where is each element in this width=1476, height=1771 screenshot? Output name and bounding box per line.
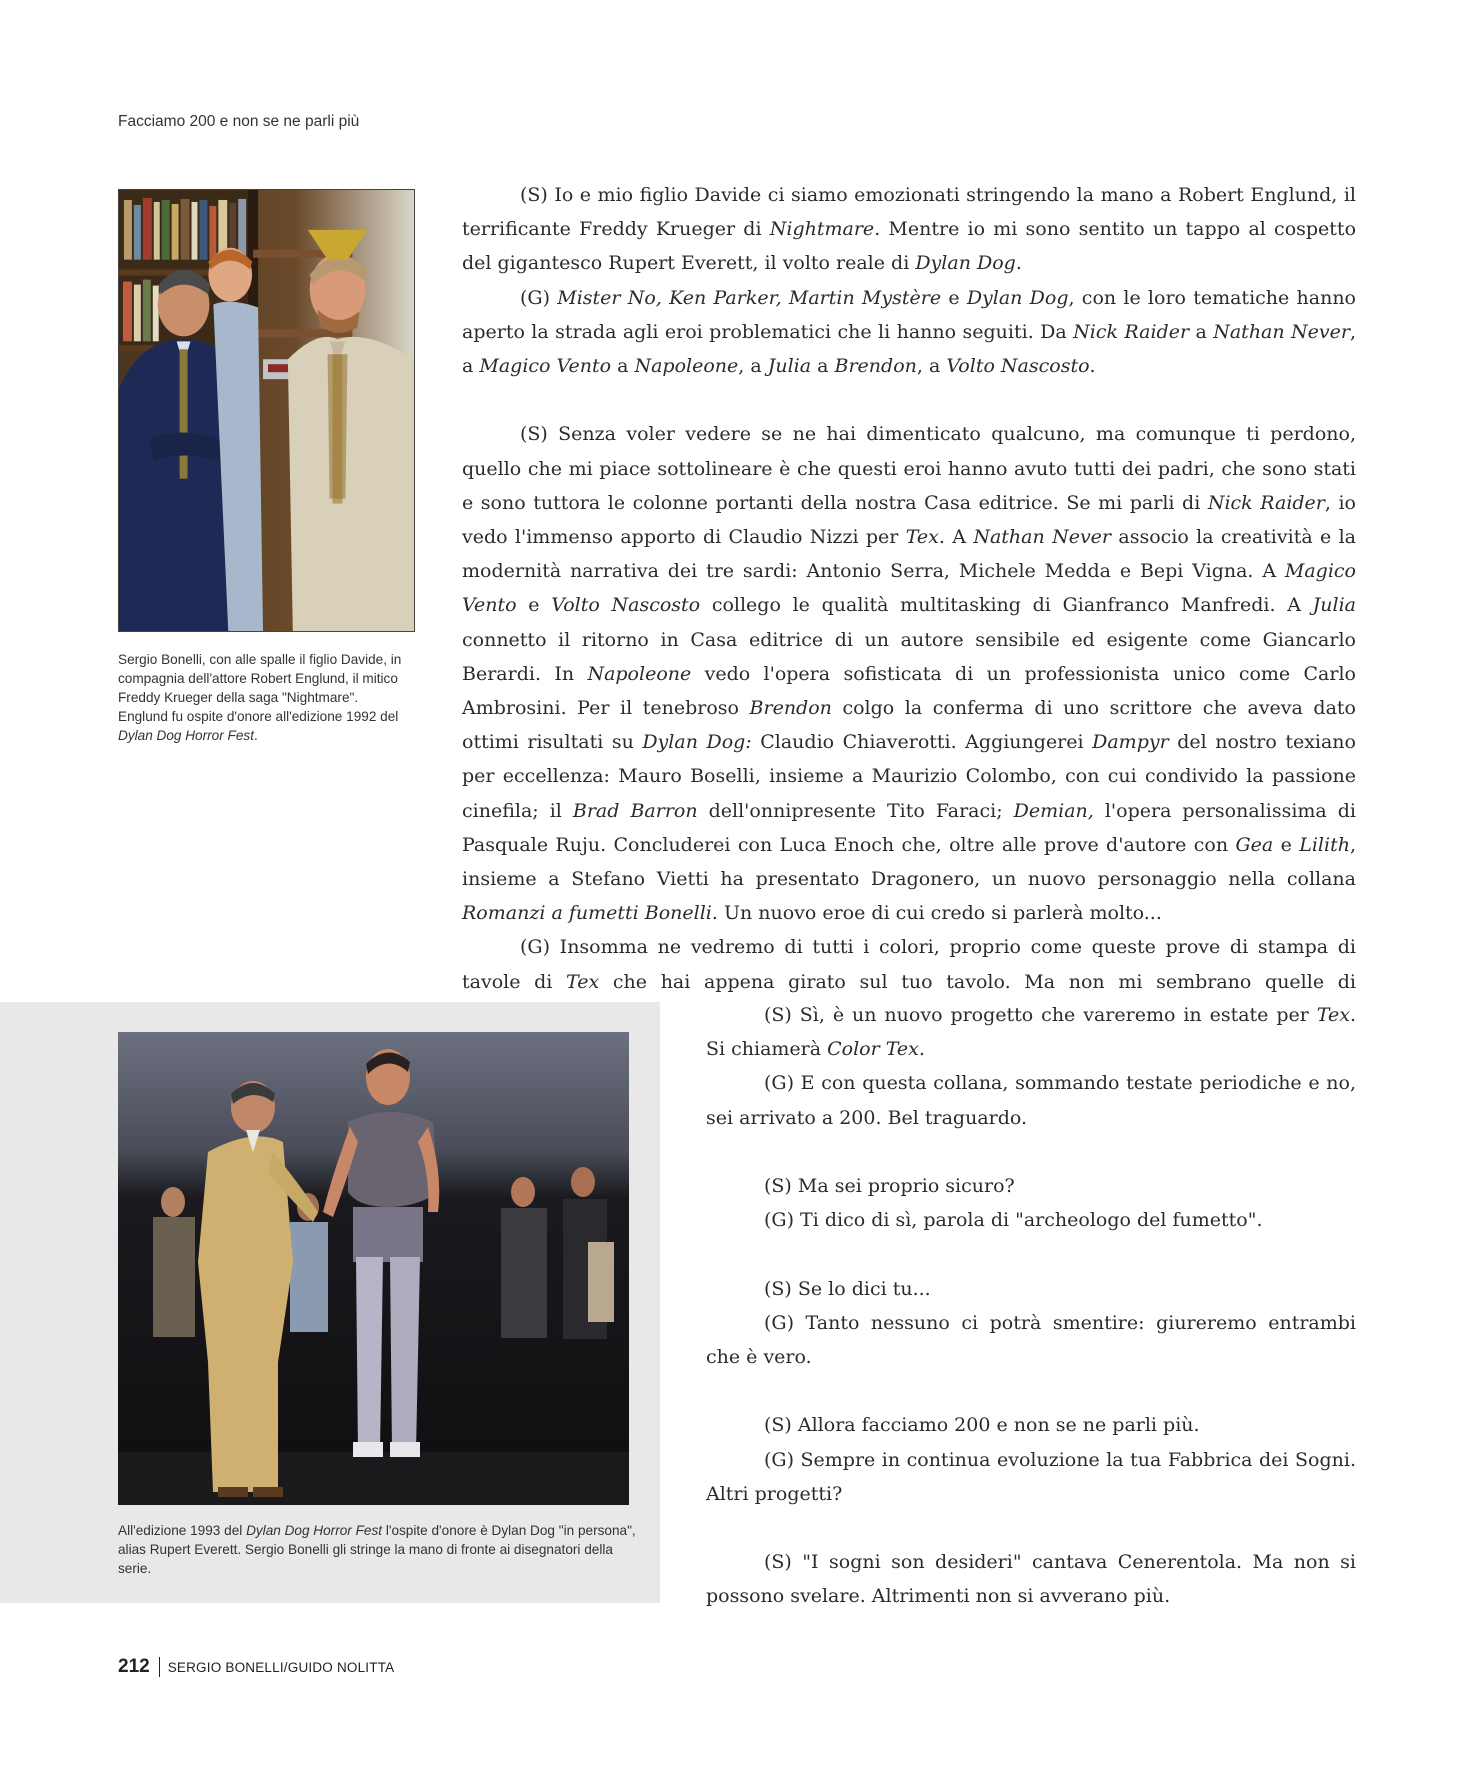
italic-text-run: Tex [566,970,600,993]
paragraph-gap [706,1135,1356,1169]
text-run: (G) Insomma ne vedremo di tutti i colori, proprio come queste prove di stampa di tavole di [462,936,1356,993]
lower-text-column [706,998,1356,1614]
text-run: All'edizione 1993 del [118,1523,247,1538]
italic-text-run: Magico Vento [479,355,612,378]
text-run: a [611,355,635,378]
italic-text-run: Dylan Dog [915,252,1016,275]
paragraph [706,1272,1356,1306]
italic-text-run: Brad Barron [572,799,698,822]
text-run: . Un nuovo eroe di cui credo si parlerà molto... [711,902,1162,925]
text-run: (G) Tanto nessuno ci potrà smentire: giureremo entrambi che è vero. [706,1311,1356,1368]
page-footer [118,1656,394,1678]
paragraph [462,281,1356,384]
italic-text-run: Color Tex [827,1038,919,1061]
text-run: e [1273,833,1300,856]
text-run: , a [738,355,768,378]
text-run: (S) Io e mio figlio Davide ci siamo emozionati stringendo la mano a Robert Englund, il terrificante Freddy Krueger di [462,184,1356,241]
text-run: (S) Ma sei proprio sicuro? [764,1175,1015,1197]
italic-text-run: Dylan Dog [966,286,1069,309]
text-run: . [918,1038,925,1061]
text-run: (G) Ti dico di sì, parola di "archeologo del fumetto". [764,1209,1263,1232]
text-run: dell'onnipresente Tito Faraci; [697,799,1014,822]
text-run: . [1089,355,1096,378]
italic-text-run: Nick Raider [1073,320,1190,343]
italic-text-run: Lilith [1299,833,1350,856]
italic-text-run: Julia [1312,594,1357,617]
text-run: vedo l'opera sofisticata di un professionista unico come Carlo Ambrosini. Per il tenebroso [462,662,1356,720]
paragraph [706,1443,1356,1511]
paragraph [462,417,1356,930]
italic-text-run: Magico Vento [462,560,1356,617]
italic-text-run: Volto Nascosto [946,355,1090,378]
italic-text-run: Nathan Never [973,526,1112,549]
italic-text-run: Brendon [834,355,917,378]
italic-text-run: Dampyr [1092,731,1169,754]
text-run: . [1015,252,1022,275]
paragraph-gap [706,1374,1356,1408]
text-run: , a [916,355,947,378]
paragraph-gap [706,1237,1356,1271]
italic-text-run: Nathan Never [1213,320,1350,343]
paragraph-gap [462,383,1356,417]
footer-author: SERGIO BONELLI/GUIDO NOLITTA [167,1659,395,1675]
text-run: che hai appena girato sul tuo tavolo. Ma non mi sembrano quelle di [599,970,1356,993]
running-head: Facciamo 200 e non se ne parli più [118,113,360,130]
text-run: a [1189,320,1214,343]
italic-text-run: Tex [905,526,939,549]
italic-text-run: Dylan Dog: [642,731,752,754]
text-run: l'ospite d'onore è Dylan Dog "in persona", alias Rupert Everett. Sergio Bonelli gli stringe la mano di fronte ai disegnatori della serie. [118,1523,636,1576]
paragraph [706,1203,1356,1237]
italic-text-run: Mister No, Ken Parker, Martin Mystère [557,286,942,309]
text-run: Claudio Chiaverotti. Aggiungerei [751,731,1093,754]
text-run: collego le qualità multitasking di Gianfranco Manfredi. A [700,594,1313,617]
photo-bonelli-everett [118,1032,629,1505]
main-text-column [462,178,1356,1033]
text-run: e [516,594,552,617]
text-run: e [941,286,967,309]
paragraph [462,178,1356,281]
photo-bonelli-englund [118,189,415,632]
italic-text-run: Tex [1316,1004,1350,1026]
text-run: . Mentre io mi sono sentito un tappo al cospetto del gigantesco Rupert Everett, il volto reale di [462,218,1357,275]
text-run: (S) Sì, è un nuovo progetto che vareremo in estate per [764,1004,1317,1026]
text-run: . A [938,526,974,549]
text-run: (S) Se lo dici tu... [764,1277,931,1300]
italic-text-run: Demian, [1013,799,1094,822]
text-run: l'opera personalissima di Pasquale Ruju. Concluderei con Luca Enoch che, oltre alle prove d'autore con [462,799,1357,856]
text-run: (S) Senza voler vedere se ne hai dimenticato qualcuno, ma comunque ti perdono, quello che mi piace sottolineare è che questi eroi hanno avuto tutti dei padri, che sono stati e sono tuttora le colonne portanti della nostra Casa editrice. Se mi parli di [462,423,1356,514]
italic-text-run: Nick Raider [1207,491,1325,514]
italic-text-run: Nightmare [769,218,875,241]
footer-separator [159,1657,160,1677]
italic-text-run: Brendon [749,697,832,720]
text-run: . Si chiamerà [706,1004,1356,1061]
italic-text-run: Gea [1235,833,1274,856]
italic-text-run: Julia [767,355,812,378]
text-run: (S) "I sogni son desideri" cantava Cenerentola. Ma non si possono svelare. Altrimenti non si avverano più. [706,1551,1356,1608]
text-run: a [811,355,835,378]
italic-text-run: Volto Nascosto [551,594,701,617]
italic-text-run: Dylan Dog Horror Fest [246,1523,383,1538]
paragraph [706,1306,1356,1374]
text-run: del nostro texiano per eccellenza: Mauro Boselli, insieme a Maurizio Colombo, con cui condivido la passione cinefila; il [462,731,1356,822]
text-run: , a [462,320,1357,378]
text-run: (G) E con questa collana, sommando testate periodiche e no, sei arrivato a 200. Bel traguardo. [706,1072,1356,1129]
italic-text-run: Romanzi a fumetti Bonelli [462,902,712,925]
paragraph [706,1169,1356,1203]
text-run: colgo la conferma di uno scrittore che aveva dato ottimi risultati su [462,697,1356,754]
paragraph-gap [706,1511,1356,1545]
text-run: , io vedo l'immenso apporto di Claudio Nizzi per [462,491,1356,549]
photo1-caption [118,650,408,745]
text-run: . [253,728,258,743]
paragraph [706,1066,1356,1134]
text-run: , con le loro tematiche hanno aperto la strada agli eroi problematici che li hanno seguiti. Da [462,286,1356,343]
italic-text-run: Napoleone [634,355,739,378]
page-number: 212 [118,1656,150,1677]
photo2-caption [118,1521,638,1578]
text-run: (G) [520,286,558,309]
italic-text-run: Dylan Dog Horror Fest [118,728,254,743]
paragraph [706,998,1356,1066]
text-run: Sergio Bonelli, con alle spalle il figlio Davide, in compagnia dell'attore Robert Englund, il mitico Freddy Krueger della saga "Nightmare". Englund fu ospite d'onore all'edizione 1992 del [118,652,402,724]
text-run: (S) Allora facciamo 200 e non se ne parli più. [764,1414,1200,1437]
paragraph [706,1545,1356,1613]
paragraph [706,1408,1356,1442]
text-run: (G) Sempre in continua evoluzione la tua Fabbrica dei Sogni. Altri progetti? [706,1448,1356,1505]
text-run: connetto il ritorno in Casa editrice di un autore sensibile ed esigente come Giancarlo Berardi. In [462,628,1356,685]
text-run: , insieme a Stefano Vietti ha presentato Dragonero, un nuovo personaggio nella collana [462,833,1356,891]
text-run: associo la creatività e la modernità narrativa dei tre sardi: Antonio Serra, Michele Medda e Bepi Vigna. A [462,526,1356,583]
italic-text-run: Napoleone [587,662,692,685]
